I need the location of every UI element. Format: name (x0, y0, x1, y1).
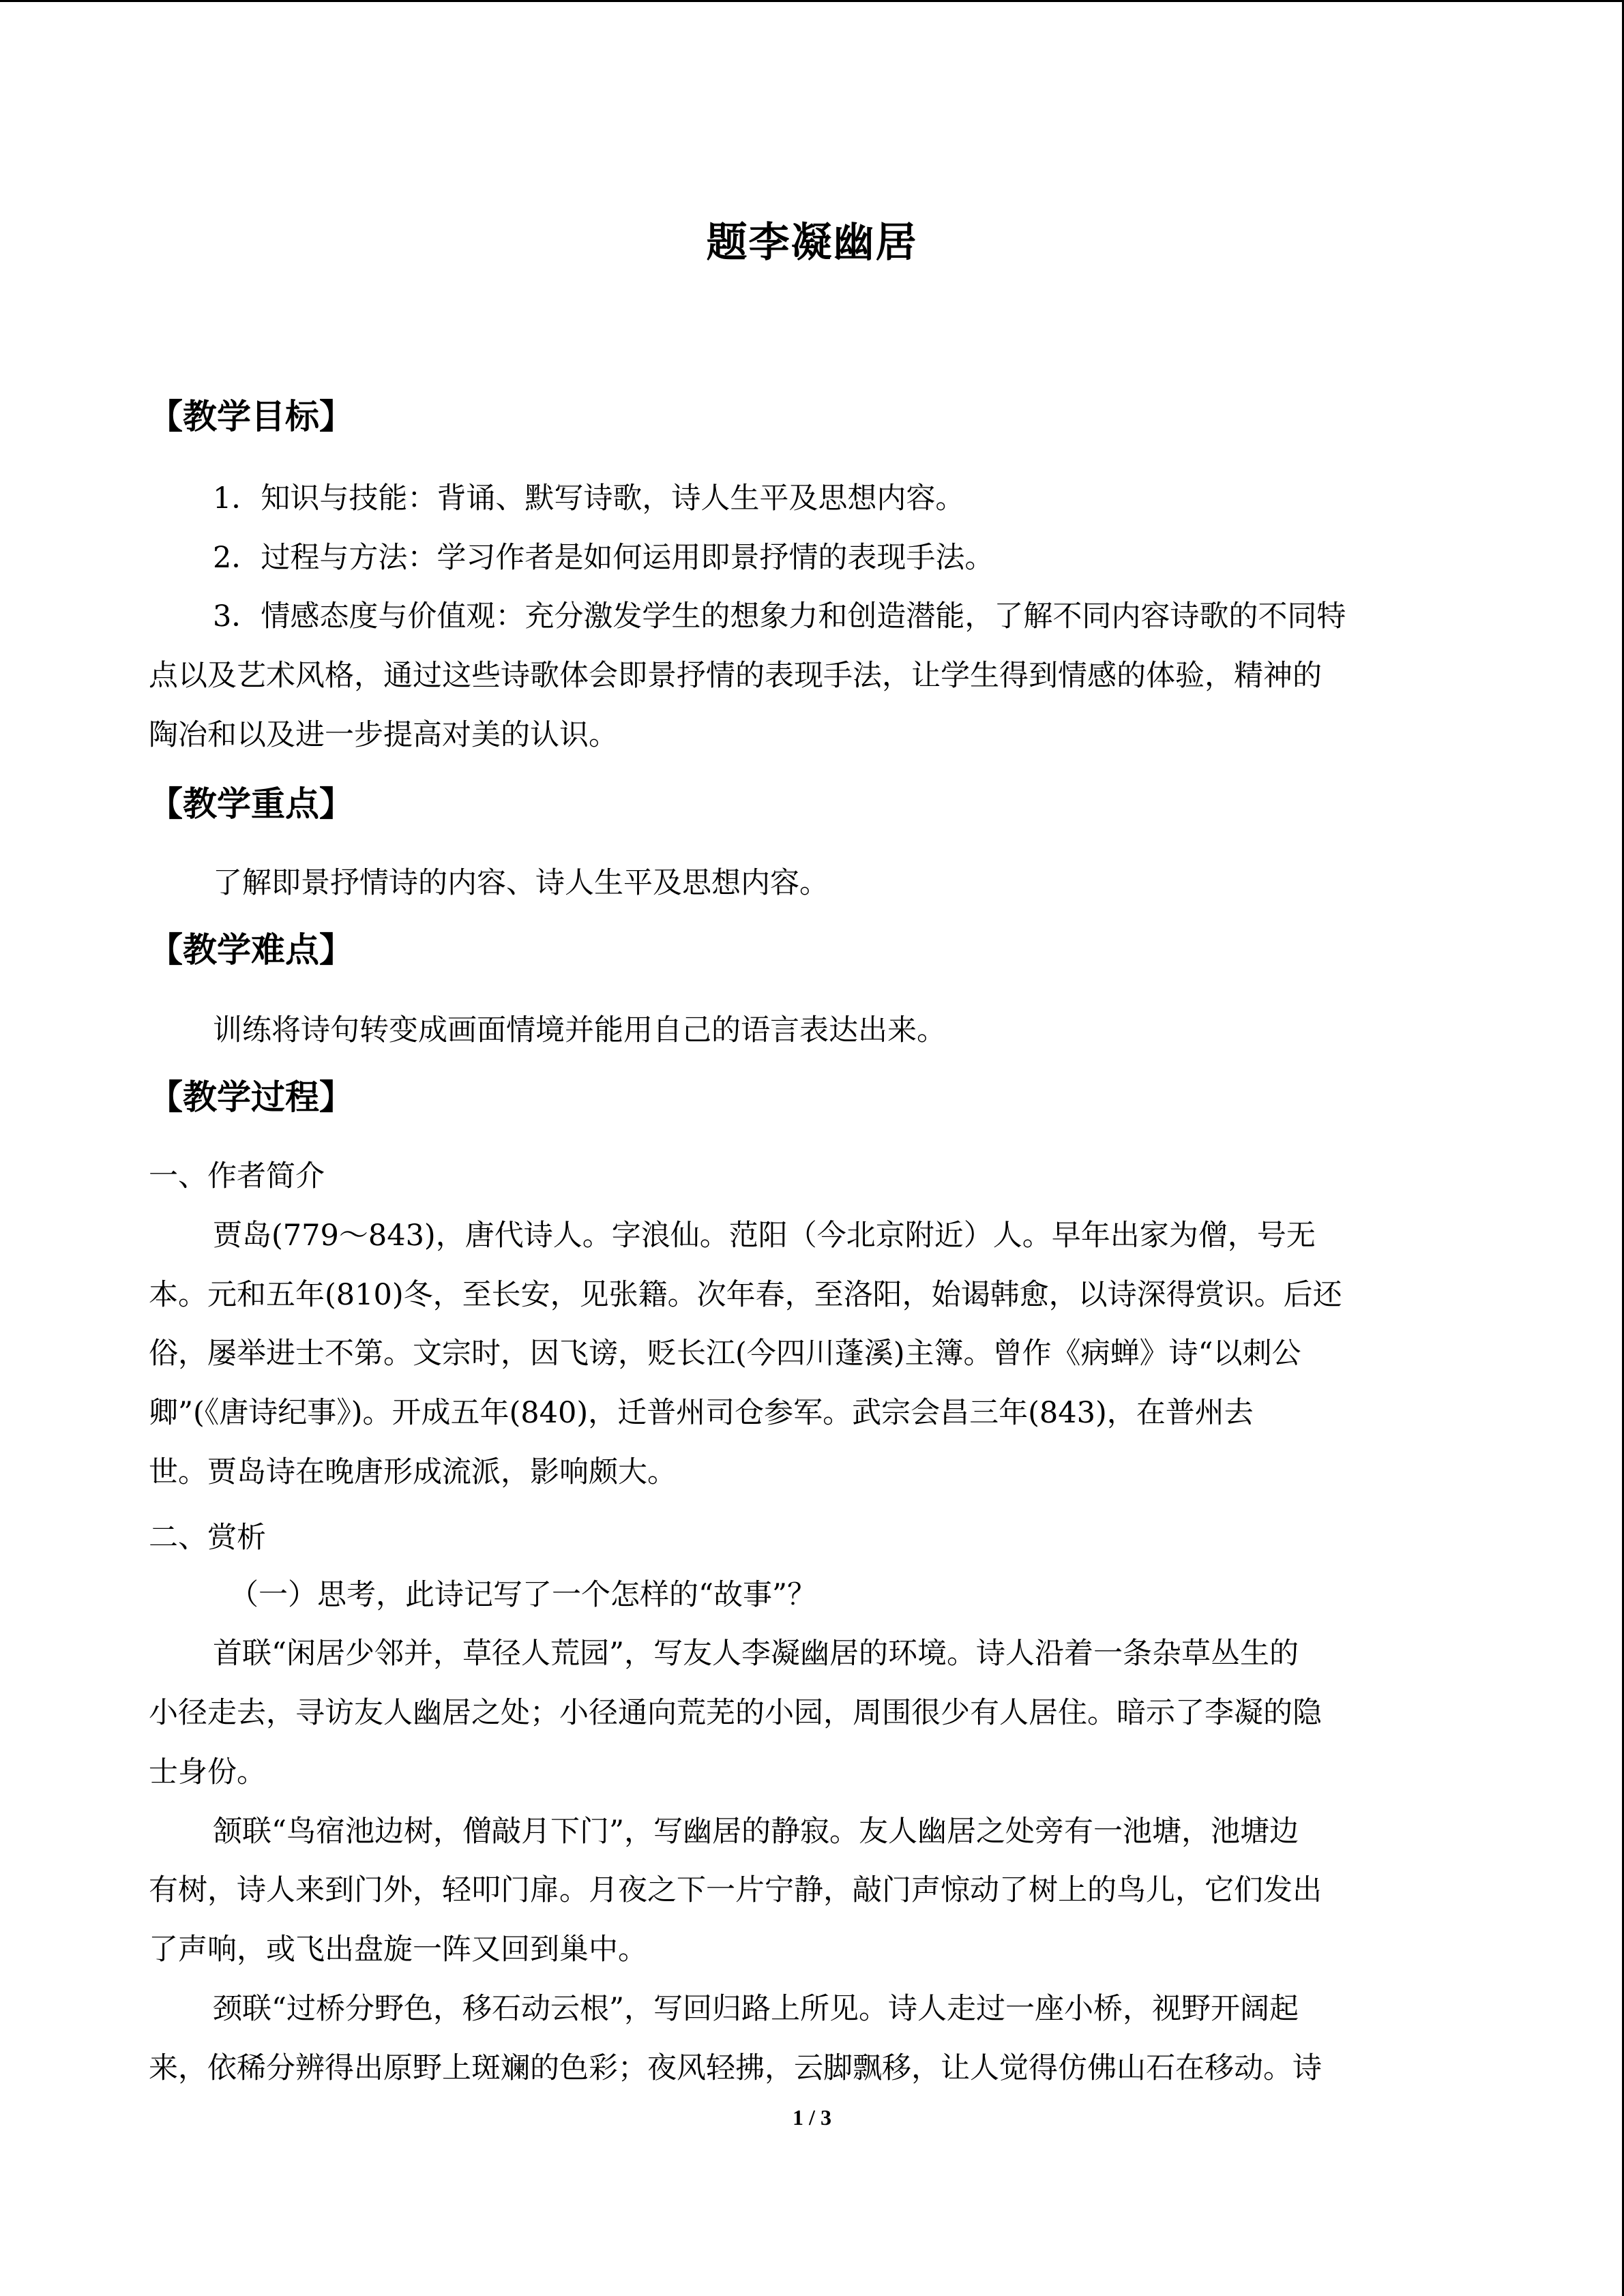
question-line: （一）思考，此诗记写了一个怎样的“故事”？ (229, 1578, 816, 1612)
heading-process: 【教学过程】 (149, 1077, 353, 1117)
para3-line-1: 颈联“过桥分野色，移石动云根”，写回归路上所见。诗人走过一座小桥，视野开阔起 (213, 1992, 1299, 2026)
para2-line-1: 颔联“鸟宿池边树，僧敲月下门”，写幽居的静寂。友人幽居之处旁有一池塘，池塘边 (213, 1815, 1299, 1849)
objective-line-4: 点以及艺术风格，通过这些诗歌体会即景抒情的表现手法，让学生得到情感的体验，精神的 (149, 659, 1322, 693)
para2-line-3: 了声响，或飞出盘旋一阵又回到巢中。 (149, 1933, 647, 1967)
author-line-4: 卿”(《唐诗纪事》)。开成五年(840)，迁普州司仓参军。武宗会昌三年(843)，在普州去 (149, 1396, 1254, 1430)
author-line-1: 贾岛(779～843)，唐代诗人。字浪仙。范阳（今北京附近）人。早年出家为僧，号无 (213, 1219, 1316, 1253)
page-title: 题李凝幽居 (706, 219, 918, 267)
objective-line-5: 陶冶和以及进一步提高对美的认识。 (149, 718, 618, 752)
para1-line-3: 士身份。 (149, 1755, 266, 1789)
author-line-2: 本。元和五年(810)冬，至长安，见张籍。次年春，至洛阳，始谒韩愈，以诗深得赏识。后还 (149, 1278, 1342, 1312)
section-author-title: 一、作者简介 (149, 1159, 325, 1193)
section-appreciation-title: 二、赏析 (149, 1521, 266, 1555)
author-line-5: 世。贾岛诗在晚唐形成流派，影响颇大。 (149, 1455, 677, 1489)
objective-line-3: 3．情感态度与价值观：充分激发学生的想象力和创造潜能，了解不同内容诗歌的不同特 (213, 599, 1346, 633)
difficulty-line: 训练将诗句转变成画面情境并能用自己的语言表达出来。 (213, 1013, 946, 1047)
author-line-3: 俗，屡举进士不第。文宗时，因飞谤，贬长江(今四川蓬溪)主簿。曾作《病蝉》诗“以刺公 (149, 1337, 1301, 1371)
objective-line-1: 1．知识与技能：背诵、默写诗歌，诗人生平及思想内容。 (213, 481, 965, 516)
para1-line-1: 首联“闲居少邻并，草径人荒园”，写友人李凝幽居的环境。诗人沿着一条杂草丛生的 (213, 1637, 1299, 1671)
para3-line-2: 来，依稀分辨得出原野上斑斓的色彩；夜风轻拂，云脚飘移，让人觉得仿佛山石在移动。诗 (149, 2051, 1322, 2085)
heading-objectives: 【教学目标】 (149, 397, 353, 436)
heading-difficulties: 【教学难点】 (149, 930, 353, 970)
para2-line-2: 有树，诗人来到门外，轻叩门扉。月夜之下一片宁静，敲门声惊动了树上的鸟儿，它们发出 (149, 1873, 1322, 1907)
page-number: 1 / 3 (793, 2105, 831, 2130)
key-point-line: 了解即景抒情诗的内容、诗人生平及思想内容。 (213, 866, 829, 900)
heading-key-points: 【教学重点】 (149, 784, 353, 824)
objective-line-2: 2．过程与方法：学习作者是如何运用即景抒情的表现手法。 (213, 541, 994, 575)
para1-line-2: 小径走去，寻访友人幽居之处；小径通向荒芜的小园，周围很少有人居住。暗示了李凝的隐 (149, 1696, 1322, 1730)
